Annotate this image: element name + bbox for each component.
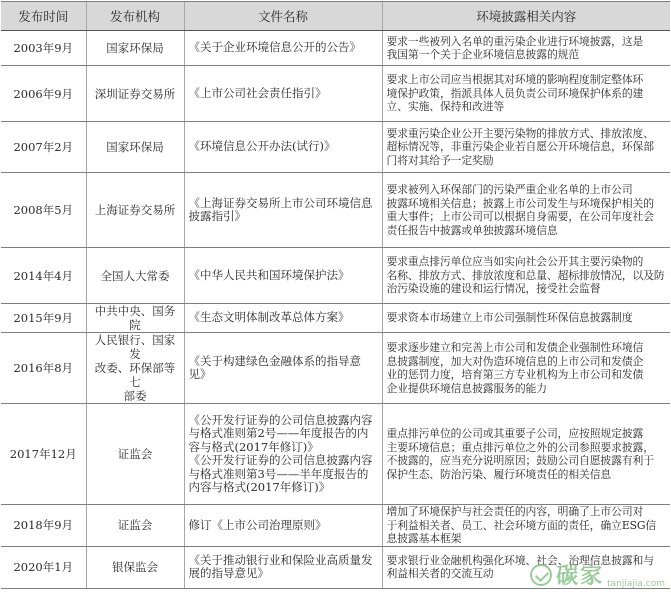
cell-content-line: 门将对其给予一定奖励 [386,153,494,167]
cell-org [86,66,184,122]
cell-doc [184,31,382,66]
cell-doc-line: 《关于推动银行业和保险业高质量发 [188,552,373,567]
table-body [1,31,670,589]
header-doc: 文件名称 [184,2,382,31]
table-header [1,2,670,31]
cell-doc-line: 与格式准则第3号——半年度报告的 [188,466,369,481]
header-content: 环境披露相关内容 [382,2,670,31]
table-row [1,248,670,304]
cell-doc [184,173,382,248]
cell-content [382,304,670,333]
header-org: 发布机构 [86,2,184,31]
cell-date: 2007年2月 [1,122,86,173]
cell-doc-line: 《环境信息公开办法(试行)》 [188,139,336,154]
cell-org [86,505,184,547]
cell-org-line: 证监会 [117,447,153,461]
cell-doc-line: 《公开发行证券的公司信息披露内容 [188,453,373,467]
cell-date: 2014年4月 [1,248,86,304]
table-row [1,66,670,122]
cell-date: 2015年9月 [1,304,86,333]
cell-org-line: 全国人大常委 [100,268,170,283]
cell-content-line: 境保护政策，指派具体人员负责公司环境保护体系的建 [386,86,644,100]
cell-content-line: 业的惩罚力度，培育第三方专业机构为上市公司和发债 [386,368,644,381]
cell-org [86,31,184,66]
cell-doc-line: 容与格式(2017年修订)》 [188,439,319,454]
table-row [1,31,670,66]
cell-doc-line: 展的指导意见》 [188,566,269,580]
cell-doc-line: 《中华人民共和国环境保护法》 [188,267,350,282]
cell-content-line: 披露环境相关信息；披露上市公司发生与环境保护相关的 [386,196,654,210]
cell-org-line: 国家环保局 [106,140,164,154]
cell-org [86,404,184,505]
cell-doc-line: 《公开发行证券的公司信息披露内容 [188,412,373,427]
cell-doc-line: 修订《上市公司治理原则》 [188,517,327,532]
table-row [1,505,670,547]
cell-doc-line: 《关于构建绿色金融体系的指导意见》 [188,353,361,381]
cell-org-line: 国家环保局 [106,41,164,55]
cell-content-line: 重点排污单位的公司或其重要子公司，应按照规定披露 [386,427,644,440]
watermark-url: tanjiajia.com [607,579,665,589]
watermark [530,559,665,590]
cell-content [382,505,670,547]
table-row [1,304,670,333]
cell-org [86,173,184,248]
cell-org-line: 证监会 [117,518,153,533]
cell-org-line: 深圳证券交易所 [94,86,176,101]
cell-content-line: 治污染设施的建设和运行情况，接受社会监督 [386,282,601,296]
cell-date: 2008年5月 [1,173,86,248]
cell-doc [184,333,382,404]
cell-content-line: 立、实施、保持和改进等 [386,100,505,114]
cell-org [86,546,184,588]
header-date: 发布时间 [1,2,86,31]
cell-doc [184,404,382,505]
cell-org [86,122,184,173]
cell-content-line: 不披露的，应当充分说明原因；鼓励公司自愿披露有利于 [386,454,654,467]
cell-doc-line: 《生态文明体制改革总体方案》 [188,310,350,325]
cell-doc [184,304,382,333]
cell-org-line: 银保监会 [112,560,158,574]
cell-content-line: 于利益相关者、员工、社会环境方面的责任，确立ESG信 [386,518,657,532]
cell-org [86,333,184,404]
cell-content-line: 要求被列入环保部门的污染严重企业名单的上市公司 [386,183,633,196]
watermark-brand: 碳家 [556,564,605,589]
cell-content-line: 要求逐步建立和完善上市公司和发债企业强制性环境信 [386,341,644,354]
cell-doc [184,248,382,304]
cell-org-line: 部委 [123,389,147,403]
cell-content-line: 主要环境信息；重点排污单位之外的公司参照要求披露， [386,440,654,454]
cell-org-line: 上海证券交易所 [94,203,176,217]
cell-doc [184,122,382,173]
cell-content-line: 利益相关者的交流互动 [386,567,494,580]
cell-content-line: 企业提供环境信息披露服务的能力 [386,381,547,395]
cell-content-line: 要求重点排污单位应当如实向社会公开其主要污染物的 [386,255,644,269]
cell-org-line: 改委、环保部等七 [94,361,176,389]
cell-org-line: 人民银行、国家发 [94,333,176,361]
policy-table [1,1,670,589]
cell-content-line: 我国第一个关于企业环境信息披露的规范 [386,48,580,61]
cell-content [382,404,670,505]
cell-content-line: 名称、排放方式、排放浓度和总量、超标排放情况，以及防 [386,268,665,282]
cell-doc-line: 内容与格式(2017年修订)》 [188,480,331,494]
cell-content [382,333,670,404]
cell-doc-line: 《关于企业环境信息公开的公告》 [188,40,361,55]
cell-content [382,122,670,173]
cell-doc-line: 《上市公司社会责任指引》 [188,85,327,100]
cell-content-line: 超标情况等，非重污染企业若自愿公开环境信息，环保部 [386,140,654,154]
cell-content-line: 增加了环境保护与社会责任的内容，明确了上市公司对 [386,505,644,518]
cell-doc-line: 与格式准则第2号——年度报告的内 [188,426,369,440]
cell-org-line: 中共中央、国务院 [94,304,176,332]
table-row [1,173,670,248]
cell-content-line: 保护生态、防治污染、履行环境责任的相关信息 [386,467,612,481]
cell-content-line: 息披露制度，加大对伪造环境信息的上市公司和发债企 [386,354,644,368]
carbon-logo-icon [530,564,552,586]
cell-doc [184,66,382,122]
cell-date: 2017年12月 [1,404,86,505]
cell-date: 2003年9月 [1,31,86,66]
cell-doc-line: 披露指引》 [188,209,246,223]
cell-date: 2016年8月 [1,333,86,404]
cell-content-line: 要求重污染企业公开主要污染物的排放方式、排放浓度、 [386,126,654,140]
cell-content [382,66,670,122]
cell-content [382,173,670,248]
table-row [1,122,670,173]
cell-content-line: 息披露基本框架 [386,532,462,545]
cell-content-line: 要求上市公司应当根据其对环境的影响程度制定整体环 [386,73,644,87]
cell-date: 2020年1月 [1,546,86,588]
table-row [1,333,670,404]
cell-doc-line: 《上海证券交易所上市公司环境信息 [188,195,373,210]
cell-date: 2006年9月 [1,66,86,122]
table-row [1,404,670,505]
cell-content-line: 要求一些被列入名单的重污染企业进行环境披露，这是 [386,34,644,48]
cell-org [86,304,184,333]
cell-content-line: 责任报告中披露或单独披露环境信息 [386,223,558,237]
cell-date: 2018年9月 [1,505,86,547]
cell-content-line: 要求资本市场建立上市公司强制性环保信息披露制度 [386,311,633,325]
cell-doc [184,505,382,547]
cell-doc [184,546,382,588]
cell-content [382,31,670,66]
cell-content-line: 要求银行业金融机构强化环境、社会、治理信息披露和与 [386,553,654,567]
cell-org [86,248,184,304]
cell-content-line: 重大事件；上市公司可以根据自身需要，在公司年度社会 [386,210,654,223]
cell-content [382,248,670,304]
